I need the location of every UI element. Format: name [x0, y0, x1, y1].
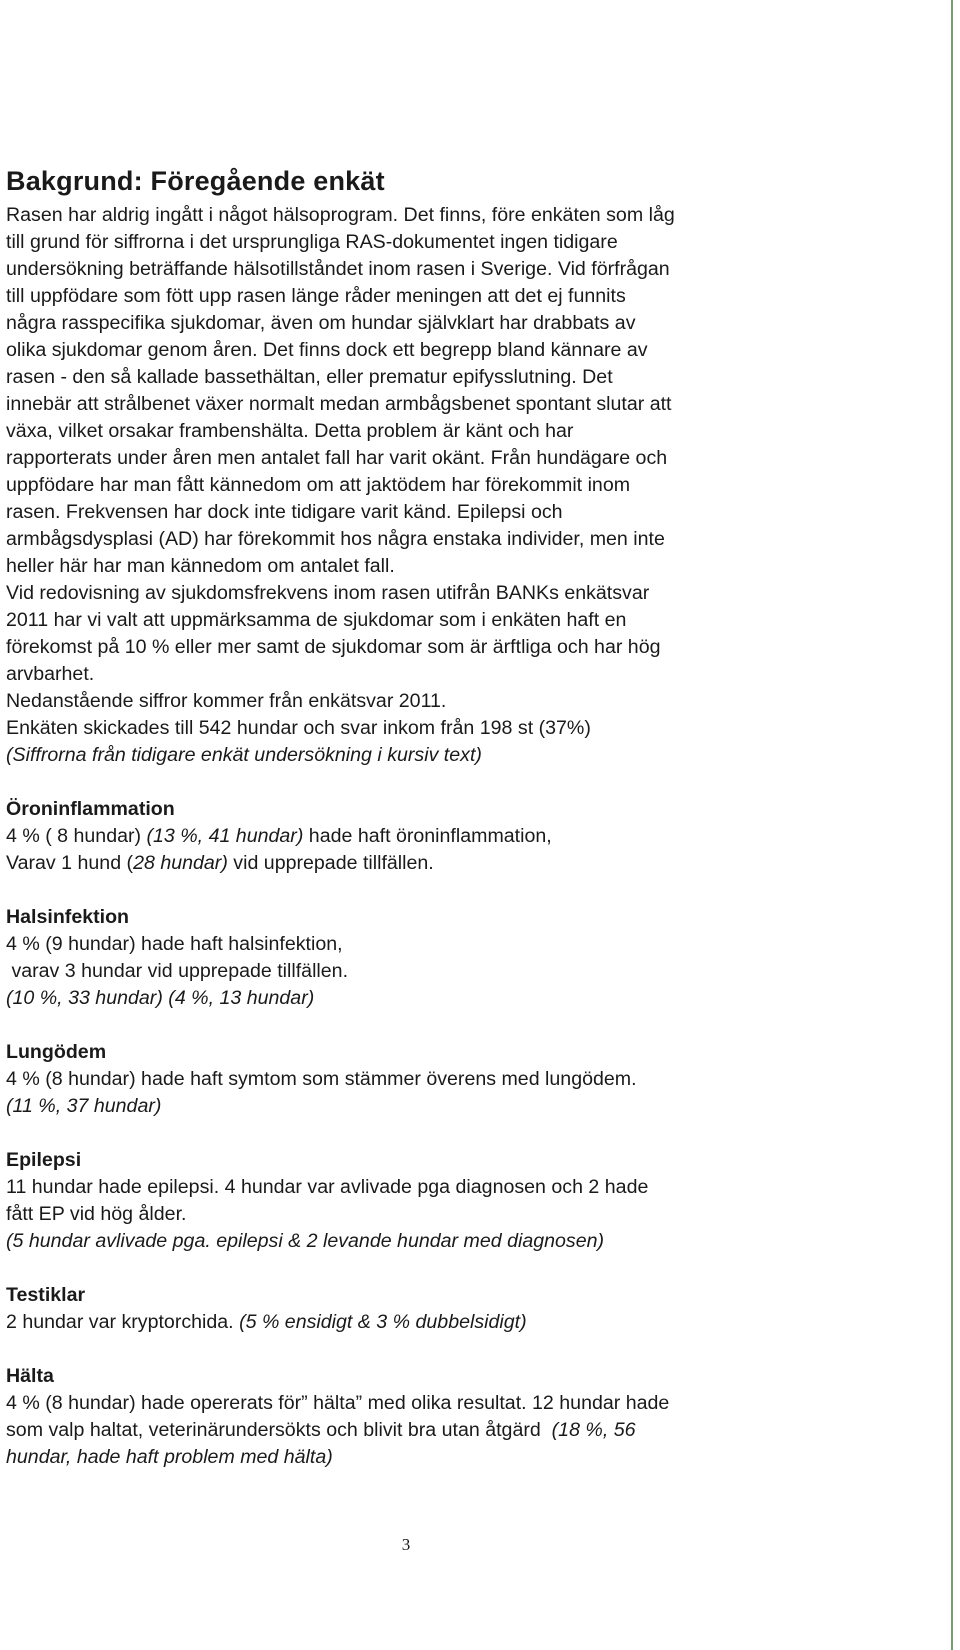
previous-survey-figure: (10 %, 33 hundar) (4 %, 13 hundar) [6, 987, 315, 1009]
section-line: varav 3 hundar vid upprepade tillfällen. [6, 960, 349, 982]
intro-line: arvbarhet. [6, 663, 95, 685]
section-heading: Öroninflammation [6, 798, 175, 820]
section-line [6, 1444, 806, 1471]
intro-line: rasen - den så kallade bassethältan, eller prematur epifysslutning. Det [6, 366, 613, 388]
intro-line: undersökning beträffande hälsotillståndet inom rasen i Sverige. Vid förfrågan [6, 258, 670, 280]
intro-line: förekomst på 10 % eller mer samt de sjukdomar som är ärftliga och har hög [6, 636, 661, 658]
section-line [6, 1228, 806, 1255]
section-line [6, 823, 806, 850]
intro-line: innebär att strålbenet växer normalt medan armbågsbenet spontant slutar att [6, 393, 672, 415]
section-line: 4 % (9 hundar) hade haft halsinfektion, [6, 933, 343, 955]
section-epilepsi [6, 1147, 806, 1255]
section-halta [6, 1363, 806, 1471]
intro-line: rasen. Frekvensen har dock inte tidigare varit känd. Epilepsi och [6, 501, 563, 523]
intro-line: till uppfödare som fött upp rasen länge råder meningen att det ej funnits [6, 285, 626, 307]
section-line [6, 985, 806, 1012]
previous-survey-figure: (13 %, 41 hundar) [146, 825, 304, 847]
section-line [6, 1417, 806, 1444]
intro-line: växa, vilket orsakar frambenshälta. Detta problem är känt och har [6, 420, 574, 442]
intro-line: uppfödare har man fått kännedom om att jaktödem har förekommit inom [6, 474, 631, 496]
text-run: 4 % ( 8 hundar) [6, 825, 147, 847]
intro-line: heller här har man kännedom om antalet fall. [6, 555, 395, 577]
text-run: hade haft öroninflammation, [303, 825, 552, 847]
section-heading: Halsinfektion [6, 906, 130, 928]
intro-note-text: (Siffrorna från tidigare enkät undersökning i kursiv text) [6, 744, 482, 766]
intro-line: 2011 har vi valt att uppmärksamma de sjukdomar som i enkäten haft en [6, 609, 627, 631]
section-line [6, 850, 806, 877]
intro-line: till grund för siffrorna i det ursprungliga RAS-dokumentet ingen tidigare [6, 231, 618, 253]
section-heading: Lungödem [6, 1041, 107, 1063]
section-line [6, 1093, 806, 1120]
section-line: 11 hundar hade epilepsi. 4 hundar var avlivade pga diagnosen och 2 hade [6, 1176, 649, 1198]
intro-line: några rasspecifika sjukdomar, även om hundar självklart har drabbats av [6, 312, 636, 334]
previous-survey-figure: 28 hundar) [133, 852, 228, 874]
section-line: 4 % (8 hundar) hade haft symtom som stämmer överens med lungödem. [6, 1068, 637, 1090]
intro-line: Vid redovisning av sjukdomsfrekvens inom rasen utifrån BANKs enkätsvar [6, 582, 650, 604]
intro-paragraph [6, 202, 806, 769]
previous-survey-figure: (5 % ensidigt & 3 % dubbelsidigt) [239, 1311, 527, 1333]
intro-line: Nedanstående siffror kommer från enkätsvar 2011. [6, 690, 447, 712]
section-line: 4 % (8 hundar) hade opererats för” hälta” med olika resultat. 12 hundar hade [6, 1392, 670, 1414]
text-run: 2 hundar var kryptorchida. [6, 1311, 240, 1333]
page-number: 3 [401, 1535, 411, 1554]
intro-line: rapporterats under åren men antalet fall har varit okänt. Från hundägare och [6, 447, 668, 469]
section-testiklar [6, 1282, 806, 1336]
text-run: vid upprepade tillfällen. [227, 852, 434, 874]
previous-survey-figure: (11 %, 37 hundar) [6, 1095, 162, 1117]
section-heading: Testiklar [6, 1284, 86, 1306]
section-line: fått EP vid hög ålder. [6, 1203, 187, 1225]
document-body [6, 162, 806, 1471]
intro-line: armbågsdysplasi (AD) har förekommit hos några enstaka individer, men inte [6, 528, 665, 550]
text-run: Varav 1 hund ( [6, 852, 134, 874]
section-line [6, 1309, 806, 1336]
section-halsinfektion [6, 904, 806, 1012]
previous-survey-figure: (5 hundar avlivade pga. epilepsi & 2 levande hundar med diagnosen) [6, 1230, 605, 1252]
previous-survey-figure: (18 %, 56 [551, 1419, 636, 1441]
section-oroninflammation [6, 796, 806, 877]
section-heading: Epilepsi [6, 1149, 82, 1171]
intro-line: Rasen har aldrig ingått i något hälsoprogram. Det finns, före enkäten som låg [6, 204, 675, 226]
text-run: som valp haltat, veterinärundersökts och blivit bra utan åtgärd [6, 1419, 552, 1441]
previous-survey-figure: hundar, hade haft problem med hälta) [6, 1446, 333, 1468]
intro-note [6, 742, 806, 769]
intro-line: olika sjukdomar genom åren. Det finns dock ett begrepp bland kännare av [6, 339, 648, 361]
page-title: Bakgrund: Föregående enkät [6, 166, 385, 196]
section-heading: Hälta [6, 1365, 54, 1387]
section-lungodem [6, 1039, 806, 1120]
page-edge-rule [951, 0, 953, 1650]
intro-line: Enkäten skickades till 542 hundar och svar inkom från 198 st (37%) [6, 717, 591, 739]
